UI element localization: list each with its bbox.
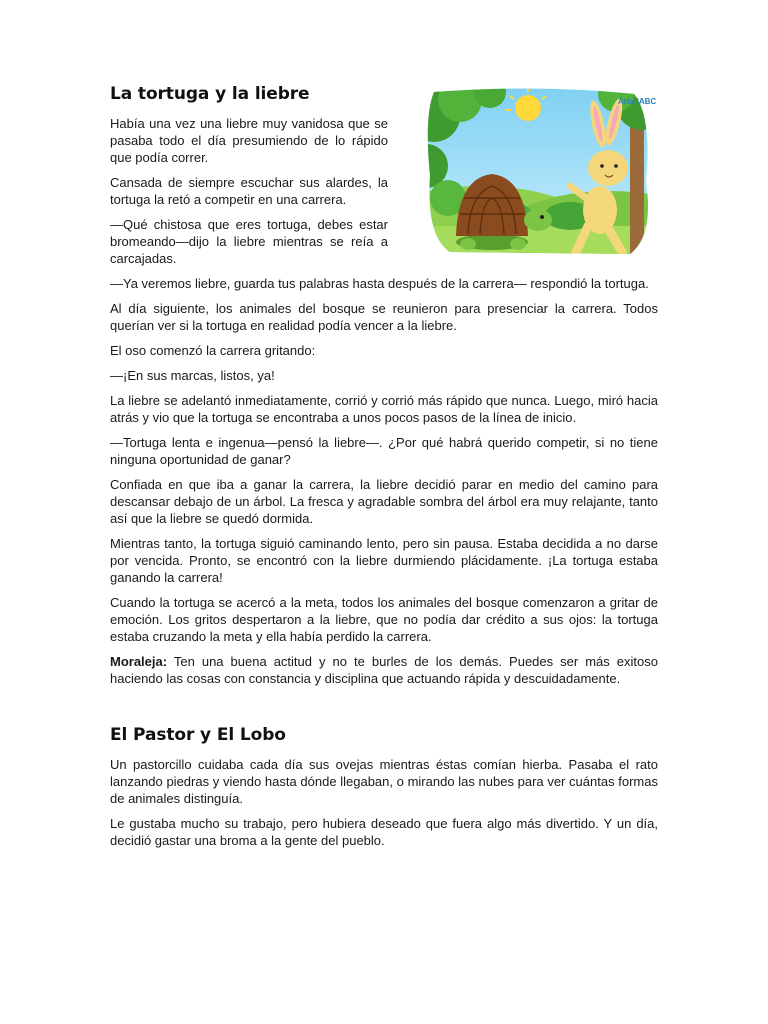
moral-paragraph	[110, 653, 658, 687]
story-title: El Pastor y El Lobo	[110, 725, 286, 745]
story-paragraph: Había una vez una liebre muy vanidosa que se pasaba todo el día presumiendo de lo rápido que podía correr.	[110, 116, 388, 165]
moral-label: Moraleja:	[110, 654, 168, 669]
story-paragraph: Cansada de siempre escuchar sus alardes, la tortuga la retó a competir en una carrera.	[110, 175, 388, 207]
story-paragraph: —¡En sus marcas, listos, ya!	[110, 368, 275, 383]
story-title: La tortuga y la liebre	[110, 84, 310, 104]
arbolabc-logo: ÁrbolABC	[618, 97, 657, 106]
story-paragraph: Confiada en que iba a ganar la carrera, la liebre decidió parar en medio del camino para descansar debajo de un árbol. La fresca y agradable sombra del árbol era muy relajante, tanto así que la liebre se quedó dormida.	[110, 477, 658, 526]
story-paragraph: Al día siguiente, los animales del bosque se reunieron para presenciar la carrera. Todos querían ver si la tortuga en realidad podía vencer a la liebre.	[110, 301, 658, 333]
story-paragraph: —Tortuga lenta e ingenua—pensó la liebre—. ¿Por qué habrá querido competir, si no tiene ninguna oportunidad de ganar?	[110, 435, 658, 467]
story-paragraph: Mientras tanto, la tortuga siguió caminando lento, pero sin pausa. Estaba decidida a no darse por vencida. Pronto, se encontró con la liebre durmiendo plácidamente. ¡La tortuga estaba ganando la carrera!	[110, 536, 658, 585]
story-paragraph: La liebre se adelantó inmediatamente, corrió y corrió más rápido que nunca. Luego, miró hacia atrás y vio que la tortuga se encontraba a unos pocos pasos de la línea de inicio.	[110, 393, 658, 425]
story-paragraph: Le gustaba mucho su trabajo, pero hubiera deseado que fuera algo más divertido. Y un día, decidió gastar una broma a la gente del pueblo.	[110, 816, 658, 848]
story-paragraph: El oso comenzó la carrera gritando:	[110, 343, 316, 358]
document-content	[110, 84, 658, 857]
story-paragraph: —Ya veremos liebre, guarda tus palabras hasta después de la carrera— respondió la tortuga.	[110, 276, 649, 291]
story-paragraph: —Qué chistosa que eres tortuga, debes estar bromeando—dijo la liebre mientras se reía a carcajadas.	[110, 217, 388, 266]
tortoise-hare-illustration	[420, 86, 658, 258]
illustration-svg	[420, 86, 658, 258]
story-paragraph: Un pastorcillo cuidaba cada día sus ovejas mientras éstas comían hierba. Pasaba el rato lanzando piedras y viendo hasta dónde llegaban, o mirando las nubes para ver cuántas formas de animales distinguía.	[110, 757, 658, 806]
story-paragraph: Cuando la tortuga se acercó a la meta, todos los animales del bosque comenzaron a gritar de emoción. Los gritos despertaron a la liebre, que no podía dar crédito a sus ojos: la tortuga estaba cruzando la meta y ella había perdido la carrera.	[110, 595, 658, 644]
section-spacer	[110, 695, 658, 725]
moral-text: Ten una buena actitud y no te burles de los demás. Puedes ser más exitoso haciendo las cosas con constancia y disciplina que actuando rápida y descuidadamente.	[110, 654, 658, 686]
